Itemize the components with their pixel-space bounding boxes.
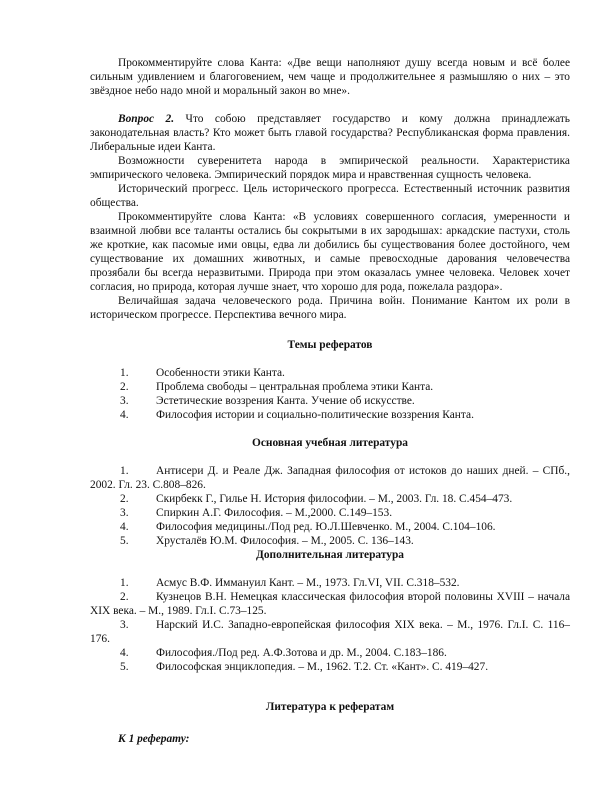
report-1-literature-label: К 1 реферату: (118, 733, 190, 745)
list-item: 3. Нарский И.С. Западно-европейская философия XIX века. – М., 1976. Гл.I. С. 116–176. (90, 619, 570, 645)
list-item: 1. Антисери Д. и Реале Дж. Западная философия от истоков до наших дней. – СПб., 2002. Гл. 23. С.808–826. (90, 465, 570, 491)
list-item: 3. Эстетические воззрения Канта. Учение об искусстве. (120, 395, 415, 407)
list-item: 2. Скирбекк Г., Гилье Н. История философии. – М., 2003. Гл. 18. С.454–473. (120, 493, 513, 505)
lit-to-reports-heading: Литература к рефератам (265, 701, 395, 713)
list-item: 4. Философия./Под ред. А.Ф.Зотова и др. М., 2004. С.183–186. (120, 647, 447, 659)
list-item: 1. Особенности этики Канта. (120, 367, 285, 379)
additional-literature-list (90, 576, 570, 674)
sovereignty-paragraph: Возможности суверенитета народа в эмпирической реальности. Характеристика эмпирического человека. Эмпирический порядок мира и нравственная сущность человека. (90, 155, 570, 181)
main-literature-heading: Основная учебная литература (252, 437, 408, 449)
progress-paragraph: Исторический прогресс. Цель исторического прогресса. Естественный источник развития общества. (90, 183, 570, 209)
list-item: 3. Спиркин А.Г. Философия. – М.,2000. С.149–153. (120, 507, 393, 519)
list-item: 1. Асмус В.Ф. Иммануил Кант. – М., 1973. Гл.VI, VII. С.318–532. (120, 577, 460, 589)
topics-list (90, 366, 570, 422)
list-item: 4. Философия истории и социально-политические воззрения Канта. (120, 409, 474, 421)
kant-quote-paragraph: Прокомментируйте слова Канта: «Две вещи наполняют душу всегда новым и всё более сильным удивлением и благоговением, чем чаще и продолжительнее я размышляю о них – это звёздное небо надо мной и моральный закон во мне». (90, 57, 570, 97)
additional-literature-heading: Дополнительная литература (256, 549, 404, 561)
body-column (90, 56, 570, 746)
question-2-paragraph (90, 112, 570, 154)
main-literature-list (90, 464, 570, 548)
task-paragraph: Величайшая задача человеческого рода. Причина войн. Понимание Кантом их роли в историческом прогрессе. Перспектива вечного мира. (90, 295, 570, 321)
topics-heading: Темы рефератов (287, 339, 373, 351)
list-item: 5. Философская энциклопедия. – М., 1962. Т.2. Ст. «Кант». С. 419–427. (120, 661, 489, 673)
list-item: 2. Проблема свободы – центральная проблема этики Канта. (120, 381, 434, 393)
question-2-label: Вопрос 2. (118, 113, 175, 125)
question-2-text: Что собою представляет государство и кому должна принадлежать законодательная власть? Кто может быть главой государства? Республиканская форма правления. Либеральные идеи Канта. (90, 113, 570, 153)
kant-quote-2-paragraph: Прокомментируйте слова Канта: «В условиях совершенного согласия, умеренности и взаимной любви все таланты остались бы сокрытыми в их зародышах: аркадские пастухи, столь же кроткие, как пасомые ими овцы, едва ли добились бы существования более достойного, чем существование их домашних животных, и самые превосходные дарования человечества прозябали бы всегда неразвитыми. Природа при этом оказалась умнее человека. Человек хочет согласия, но природа, которая лучше знает, что хорошо для рода, пожелала раздора». (90, 211, 570, 293)
list-item: 2. Кузнецов В.Н. Немецкая классическая философия второй половины XVIII – начала XIX века. – М., 1989. Гл.I. С.73–125. (90, 591, 570, 617)
list-item: 5. Хрусталёв Ю.М. Философия. – М., 2005. С. 136–143. (120, 535, 414, 547)
list-item: 4. Философия медицины./Под ред. Ю.Л.Шевченко. М., 2004. С.104–106. (120, 521, 496, 533)
